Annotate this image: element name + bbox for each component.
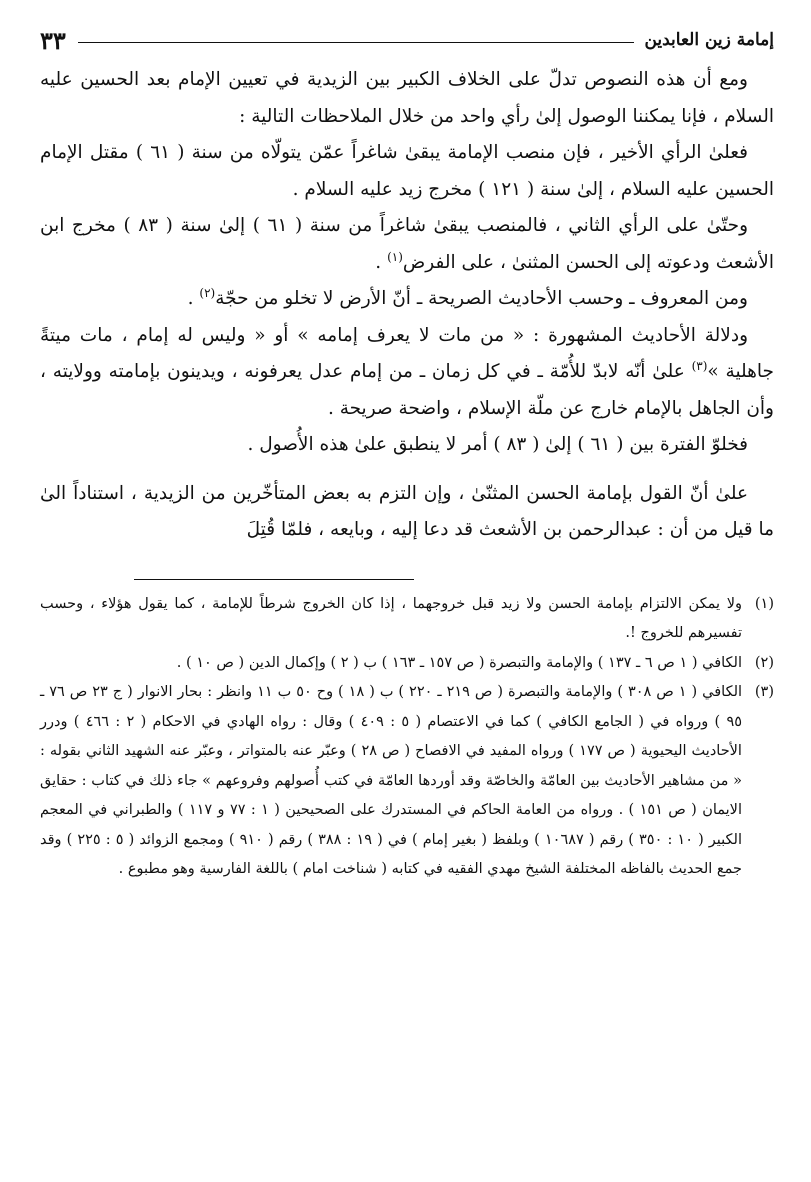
footnote-number: (١) <box>754 595 774 612</box>
footnote-text: الكافي ( ١ ص ٣٠٨ ) والإمامة والتبصرة ( ص ٢١٩ ـ ٢٢٠ ) ب ( ١٨ ) وح ٥٠ ب ١١ وانظر : بحار الانوار ( ج ٢٣ ص ٧٦ ـ ٩٥ ) ورواه في ( الجامع الكافي ) كما في الاعتصام ( ٥ : ٤٠٩ ) وقال : رواه الهادي في الاحكام ( ٢ : ٤٦٦ ) ودرر الأحاديث اليحيوية ( ص ١٧٧ ) ورواه المفيد في الافصاح ( ص ٢٨ ) وعبّر عنه بالمتواتر ، وعبّر عنه الشهيد الثاني بقوله : « من مشاهير الأحاديث بين العامّة والخاصّة وقد أوردها العامّة في كتب أُصولهم وفروعهم » جاء ذلك في كتاب : حقايق الايمان ( ص ١٥١ ) . ورواه من العامة الحاكم في المستدرك على الصحيحين ( ١ : ٧٧ و ١١٧ ) والطبراني في المعجم الكبير ( ١٠ : ٣٥٠ ) رقم ( ١٠٦٨٧ ) وبلفظ ( بغير إمام ) في ( ١٩ : ٣٨٨ ) رقم ( ٩١٠ ) ومجمع الزوائد ( ٥ : ٢٢٥ ) وقد جمع الحديث بالفاظه المختلفة الشيخ مهدي الفقيه في كتابه ( شناخت امام ) باللغة الفارسية وهو مطبوع . <box>40 684 743 877</box>
paragraph-6: فخلوّ الفترة بين ( ٦١ ) إلىٰ ( ٨٣ ) أمر لا ينطبق علىٰ هذه الأُصول . <box>247 434 748 455</box>
footnote-number: (٢) <box>754 654 774 671</box>
paragraph-3-end: . <box>375 251 388 273</box>
footnote-1 <box>40 590 774 649</box>
paragraph-2: فعلىٰ الرأي الأخير ، فإن منصب الإمامة يبقىٰ شاغراً عمّن يتولّاه من سنة ( ٦١ ) مقتل الإمام الحسين عليه السلام ، إلىٰ سنة ( ١٢١ ) مخرج زيد عليه السلام . <box>40 142 774 200</box>
body-text <box>40 62 774 549</box>
paragraph-5-text-b: علىٰ أنّه لابدّ للأُمّة ـ في كل زمان ـ من إمام عدل يعرفونه ، ويدينون بإمامته وولايته ، وأن الجاهل بالإمام خارج عن ملّة الإسلام ، واضحة صريحة . <box>40 361 774 419</box>
paragraph-1: ومع أن هذه النصوص تدلّ على الخلاف الكبير بين الزيدية في تعيين الإمام بعد الحسين عليه السلام ، فإنا يمكننا الوصول إلىٰ رأي واحد من خلال الملاحظات التالية : <box>40 69 774 127</box>
footnote-3 <box>40 678 774 885</box>
paragraph-5-text-a: ودلالة الأحاديث المشهورة : « من مات لا يعرف إمامه » أو « وليس له إمام ، مات ميتةً جاهلية » <box>40 324 774 382</box>
footnote-text: ولا يمكن الالتزام بإمامة الحسن ولا زيد قبل خروجهما ، إذا كان الخروج شرطاً للإمامة ، كما يقول هؤلاء ، وحسب تفسيرهم للخروج !. <box>40 595 742 641</box>
footnote-number: (٣) <box>754 684 774 700</box>
footnote-text: الكافي ( ١ ص ٦ ـ ١٣٧ ) والإمامة والتبصرة ( ص ١٥٧ ـ ١٦٣ ) ب ( ٢ ) وإكمال الدين ( ص ١٠ ) . <box>176 654 742 671</box>
running-title: إمامة زين العابدين <box>644 30 774 50</box>
footnote-2 <box>40 649 774 679</box>
footnotes <box>40 590 774 885</box>
book-page <box>40 22 774 1162</box>
paragraph-4-end: . <box>187 288 200 309</box>
header-rule <box>78 42 635 43</box>
footnote-ref-3[interactable]: (٣) <box>691 358 708 373</box>
paragraph-5 <box>40 318 774 428</box>
footnote-rule <box>134 579 414 580</box>
page-header <box>40 22 774 58</box>
page-number: ٣٣ <box>40 25 66 55</box>
paragraph-4 <box>40 281 774 318</box>
paragraph-4-text: ومن المعروف ـ وحسب الأحاديث الصريحة ـ أنّ الأرض لا تخلو من حجّة <box>215 288 748 309</box>
paragraph-3-text: وحتّىٰ على الرأي الثاني ، فالمنصب يبقىٰ شاغراً من سنة ( ٦١ ) إلىٰ سنة ( ٨٣ ) مخرج ابن الأشعث ودعوته إلى الحسن المثنىٰ ، على الفرض <box>40 215 774 273</box>
paragraph-7: علىٰ أنّ القول بإمامة الحسن المثنّىٰ ، وإن التزم به بعض المتأخّرين من الزيدية ، استناداً الىٰ ما قيل من أن : عبدالرحمن بن الأشعث قد دعا إليه ، وبايعه ، فلمّا قُتِلَ <box>40 482 774 540</box>
paragraph-3 <box>40 208 774 281</box>
paragraph-gap <box>40 464 774 476</box>
footnote-ref-1[interactable]: (١) <box>387 249 403 264</box>
footnote-ref-2[interactable]: (٢) <box>199 285 216 300</box>
